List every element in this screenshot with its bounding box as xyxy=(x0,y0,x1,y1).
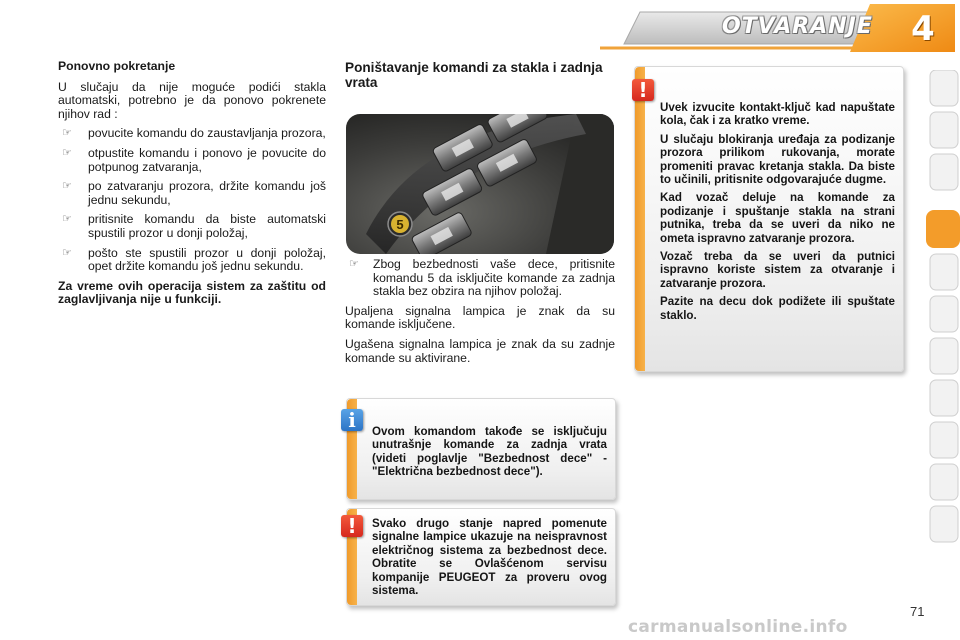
chapter-tab-active xyxy=(926,210,960,248)
chapter-tab-1 xyxy=(930,70,958,106)
list-item: ☞ pritisnite komandu da biste automatski spustili prozor u donji položaj, xyxy=(62,212,326,240)
warning-paragraph: Svako drugo stanje napred pomenute signalne lampice ukazuje na neispravnost električnog sistema za bezbednost dece. Obratite se Ovlašćenom servisu kompanije PEUGEOT za proveru ovog sistema. xyxy=(372,517,607,598)
section-heading-restart: Ponovno pokretanje xyxy=(58,59,176,73)
chapter-tab-11 xyxy=(930,506,958,542)
chapter-tab-3 xyxy=(930,154,958,190)
restart-intro: U slučaju da nije moguće podići stakla automatski, potrebno je da ponovo pokrenete njihov rad : xyxy=(58,79,326,121)
list-item: ☞ otpustite komandu i ponovo je povucite do potpunog zatvaranja, xyxy=(62,145,326,174)
chapter-tabs[interactable] xyxy=(926,70,960,575)
chapter-tab-9 xyxy=(930,422,958,458)
window-switch-photo xyxy=(346,114,614,254)
exclamation-icon: ! xyxy=(632,79,654,101)
lamp-on-text: Upaljena signalna lampica je znak da su komande isključene. xyxy=(345,303,615,332)
lamp-off-text: Ugašena signalna lampica je znak da su zadnje komande su aktivirane. xyxy=(345,336,615,365)
warning-box-secondary-content xyxy=(372,517,607,602)
chapter-tab-2 xyxy=(930,112,958,148)
chapter-title: OTVARANJE xyxy=(722,14,873,39)
finger-pointer-icon: ☞ xyxy=(349,258,359,270)
photo-callout-label: 5 xyxy=(396,217,404,232)
restart-steps xyxy=(58,127,326,273)
list-item: ☞ povucite komandu do zaustavljanja prozora, xyxy=(62,126,326,141)
warning-paragraph: U slučaju blokiranja uređaja za podizanje prozora prilikom rukovanja, morate promeniti pravac kretanja stakla. Da biste to učinili, pritisnite odgovarajuće dugme. xyxy=(660,132,895,187)
warning-box-main xyxy=(634,66,904,372)
finger-pointer-icon: ☞ xyxy=(62,246,72,259)
warning-paragraph: Pazite na decu dok podižete ili spuštate staklo. xyxy=(660,295,895,322)
chapter-tab-7 xyxy=(930,338,958,374)
finger-pointer-icon: ☞ xyxy=(62,180,72,193)
info-icon: i xyxy=(341,409,363,431)
info-box xyxy=(346,398,616,500)
finger-pointer-icon: ☞ xyxy=(62,127,72,140)
middle-column-heading-block xyxy=(345,60,615,90)
info-box-content xyxy=(372,425,607,484)
info-text: Ovom komandom takođe se isključuju unutrašnje komande za zadnja vrata (videti poglavlje "Bezbednost dece" - "Električna bezbednost dece"). xyxy=(372,425,607,479)
finger-pointer-icon: ☞ xyxy=(62,146,72,159)
child-lock-steps xyxy=(345,258,615,299)
list-item: ☞ Zbog bezbednosti vaše dece, pritisnite komandu 5 da isključite komande za zadnja stakla bez obzira na njihov položaj. xyxy=(349,257,615,299)
warning-paragraph: Uvek izvucite kontakt-ključ kad napuštate kola, čak i za kratko vreme. xyxy=(660,101,895,128)
warning-box-main-content xyxy=(660,101,895,327)
page-number: 71 xyxy=(910,604,925,619)
exclamation-icon: ! xyxy=(341,515,363,537)
warning-paragraph: Kad vozač deluje na komande za podizanje i spuštanje stakla na strani putnika, treba da se uveri da niko ne ometa ispravno zatvaranje prozora. xyxy=(660,191,895,245)
chapter-tab-6 xyxy=(930,296,958,332)
chapter-tab-8 xyxy=(930,380,958,416)
chapter-number: 4 xyxy=(911,9,935,49)
list-item: ☞ po zatvaranju prozora, držite komandu još jednu sekundu, xyxy=(62,179,326,207)
section-heading-child-lock: Poništavanje komandi za stakla i zadnja vrata xyxy=(345,60,603,90)
chapter-tab-10 xyxy=(930,464,958,500)
warning-box-secondary xyxy=(346,508,616,606)
chapter-tab-5 xyxy=(930,254,958,290)
left-column xyxy=(58,60,326,313)
callout-stripe xyxy=(635,67,645,371)
warning-paragraph: Vozač treba da se uveri da putnici ispravno koriste sistem za otvaranje i zatvaranje prozora. xyxy=(660,250,895,290)
finger-pointer-icon: ☞ xyxy=(62,213,72,226)
middle-column-text xyxy=(345,258,615,371)
anti-pinch-note: Za vreme ovih operacija sistem za zaštitu od zaglavljivanja nije u funkciji. xyxy=(58,278,326,307)
list-item: ☞ pošto ste spustili prozor u donji položaj, opet držite komandu još jednu sekundu. xyxy=(62,245,326,274)
watermark: carmanualsonline.info xyxy=(628,617,848,637)
